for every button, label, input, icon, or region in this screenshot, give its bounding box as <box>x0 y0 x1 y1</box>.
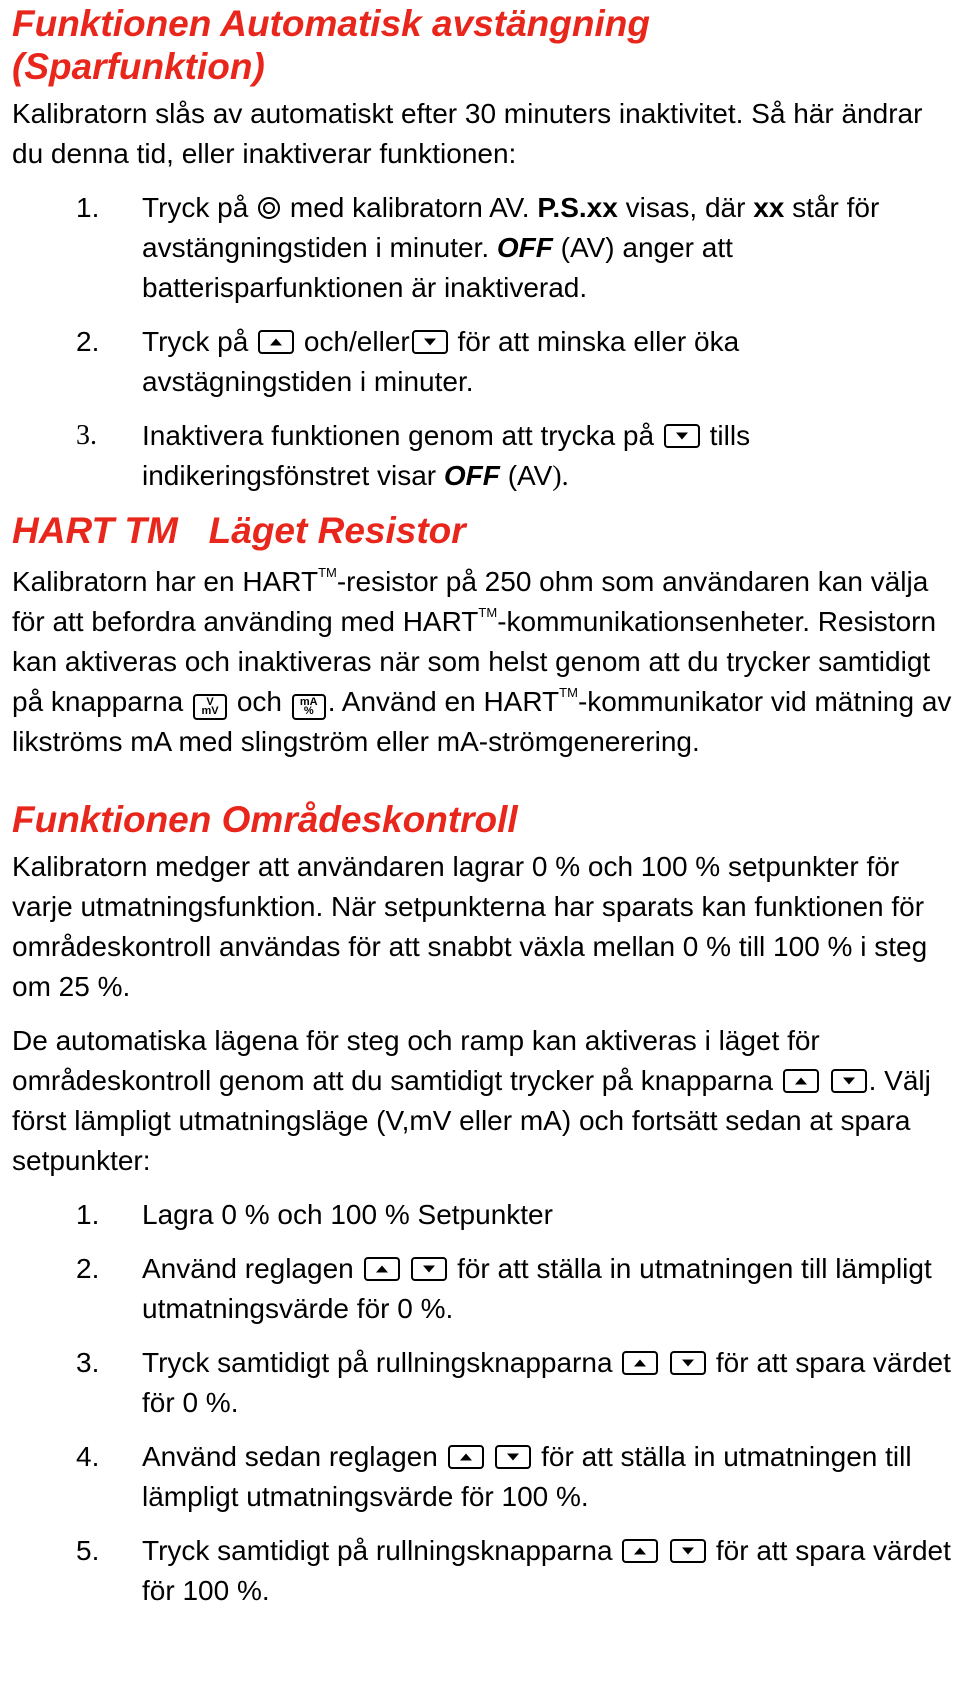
up-arrow-key-icon <box>448 1445 484 1469</box>
up-arrow-key-icon <box>622 1539 658 1563</box>
hart-paragraph: Kalibratorn har en HART™-resistor på 250 ohm som användaren kan välja för att befordra använding med HART™-kommunikationsenheter. Resistorn kan aktiveras och inaktiveras när som helst genom att du trycker samtidigt på knapparna V mV och mA % . Använd en HART™-kommunikator vid mätning av likströms mA med slingström eller mA-strömgenerering. <box>12 565 952 757</box>
range-control-paragraph-2: De automatiska lägena för steg och ramp kan aktiveras i läget för områdeskontroll genom att du samtidigt trycker på knapparna . Välj först lämpligt utmatningsläge (V,mV eller mA) och fortsätt sedan at spara setpunkter: <box>12 1025 931 1176</box>
range-control-paragraph-1: Kalibratorn medger att användaren lagrar 0 % och 100 % setpunkter för varje utmatningsfunktion. När setpunkterna har sparats kan funktionen för områdeskontroll användas för att snabbt växla mellan 0 % till 100 % i steg om 25 %. <box>12 851 928 1002</box>
down-arrow-key-icon <box>664 424 700 448</box>
list-item: 3. Inaktivera funktionen genom att trycka på tills indikeringsfönstret visar OFF (AV). <box>76 420 751 492</box>
up-arrow-key-icon <box>783 1069 819 1093</box>
down-arrow-key-icon <box>411 1257 447 1281</box>
document-page <box>12 0 952 1611</box>
up-arrow-key-icon <box>364 1257 400 1281</box>
list-item: 1. Tryck på med kalibratorn AV. P.S.xx visas, där xx står för avstängningstiden i minuter. OFF (AV) anger att batterisparfunktionen är inaktiverad. <box>76 192 880 303</box>
heading-auto-off: Funktionen Automatisk avstängning (Sparfunktion) <box>12 3 650 87</box>
auto-off-intro: Kalibratorn slås av automatiskt efter 30 minuters inaktivitet. Så här ändrar du denna tid, eller inaktiverar funktionen: <box>12 98 923 169</box>
up-arrow-key-icon <box>622 1351 658 1375</box>
list-item: 4. Använd sedan reglagen för att ställa in utmatningen till lämpligt utmatningsvärde för 100 %. <box>76 1441 912 1512</box>
up-arrow-key-icon <box>258 330 294 354</box>
list-item: 1. Lagra 0 % och 100 % Setpunkter <box>76 1199 553 1230</box>
list-item: 3. Tryck samtidigt på rullningsknapparna för att spara värdet för 0 %. <box>76 1347 951 1418</box>
list-item: 2. Tryck på och/eller för att minska eller öka avstägningstiden i minuter. <box>76 326 740 397</box>
down-arrow-key-icon <box>670 1539 706 1563</box>
list-item: 5. Tryck samtidigt på rullningsknapparna för att spara värdet för 100 %. <box>76 1535 951 1606</box>
down-arrow-key-icon <box>412 330 448 354</box>
heading-range-control: Funktionen Områdeskontroll <box>12 799 518 840</box>
down-arrow-key-icon <box>831 1069 867 1093</box>
down-arrow-key-icon <box>670 1351 706 1375</box>
down-arrow-key-icon <box>495 1445 531 1469</box>
ma-percent-key-icon: mA % <box>292 694 326 720</box>
list-item: 2. Använd reglagen för att ställa in utmatningen till lämpligt utmatningsvärde för 0 %. <box>76 1253 932 1324</box>
range-control-steps <box>12 1195 952 1611</box>
auto-off-steps <box>12 188 952 497</box>
power-button-icon <box>258 197 280 219</box>
heading-hart: HART TM Läget Resistor <box>12 510 466 551</box>
v-mv-key-icon: V mV <box>193 694 227 720</box>
